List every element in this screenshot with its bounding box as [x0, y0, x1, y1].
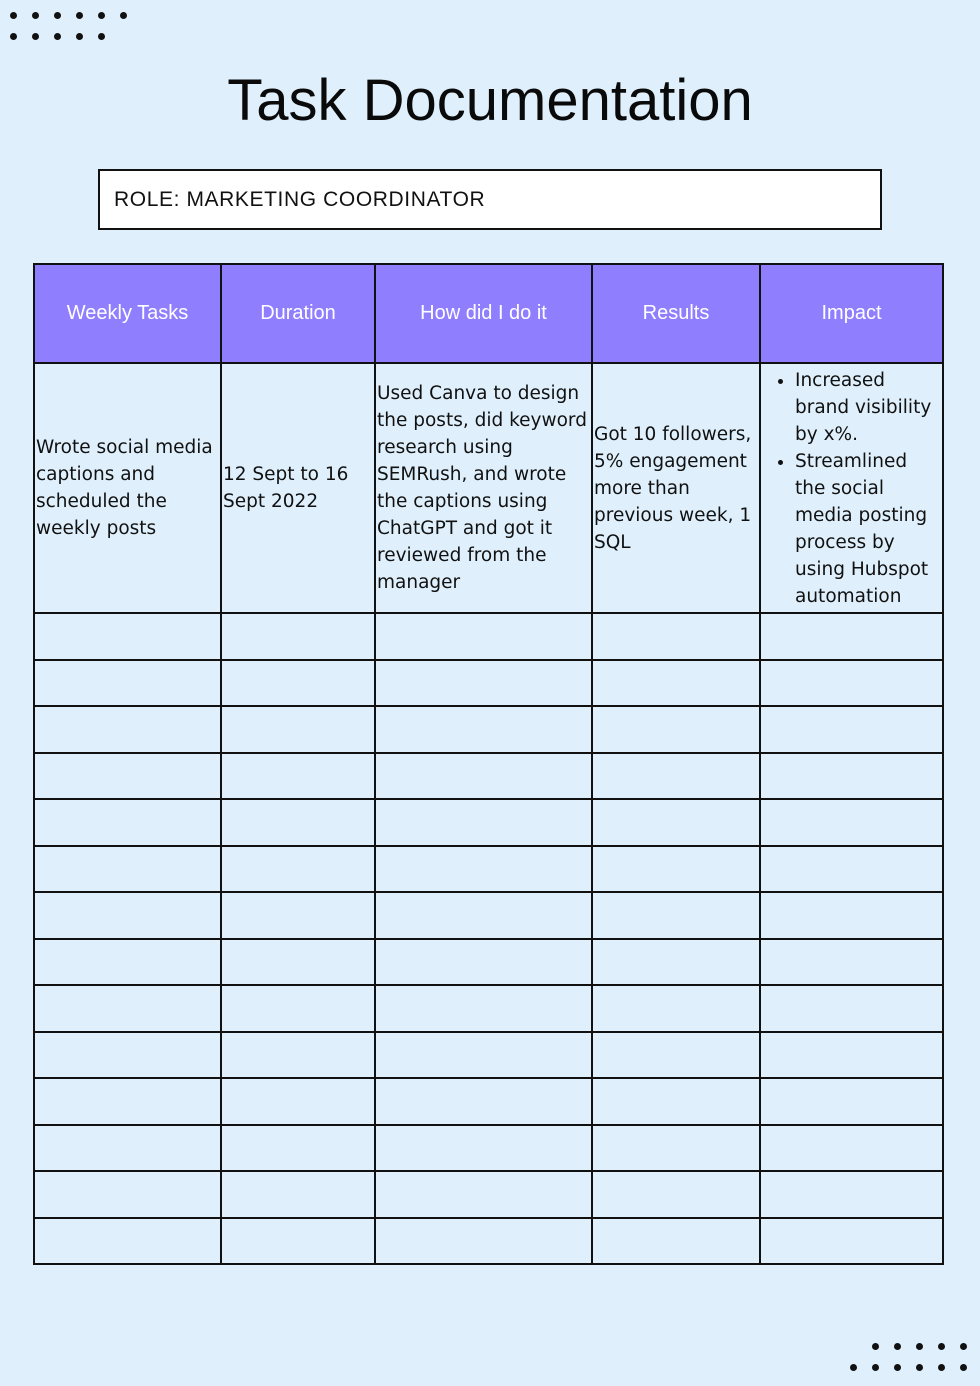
table-cell	[375, 1125, 592, 1172]
table-cell	[221, 892, 375, 939]
table-cell	[760, 1218, 943, 1265]
table-cell	[592, 660, 760, 707]
table-row	[34, 799, 943, 846]
table-cell	[375, 706, 592, 753]
table-cell	[760, 660, 943, 707]
table-cell	[592, 613, 760, 660]
table-row	[34, 1032, 943, 1079]
table-cell	[760, 1078, 943, 1125]
table-cell	[760, 753, 943, 800]
how-text: Used Canva to design the posts, did keyword research using SEMRush, and wrote the captions using ChatGPT and got it reviewed from the manager	[377, 383, 587, 593]
table-cell	[592, 1125, 760, 1172]
cell-how	[375, 363, 592, 613]
table-cell	[760, 799, 943, 846]
table-row	[34, 985, 943, 1032]
page-title: Task Documentation	[227, 68, 753, 133]
table-cell	[34, 1125, 221, 1172]
table-cell	[760, 1125, 943, 1172]
table-cell	[375, 939, 592, 986]
task-table	[33, 263, 944, 1265]
header-duration: Duration	[221, 264, 375, 363]
table-cell	[34, 753, 221, 800]
table-cell	[592, 1218, 760, 1265]
table-cell	[34, 846, 221, 893]
cell-results	[592, 363, 760, 613]
table-cell	[375, 613, 592, 660]
table-cell	[34, 1171, 221, 1218]
table-cell	[221, 799, 375, 846]
table-cell	[221, 706, 375, 753]
table-cell	[592, 1171, 760, 1218]
table-cell	[592, 753, 760, 800]
table-cell	[375, 660, 592, 707]
results-text: Got 10 followers, 5% engagement more than previous week, 1 SQL	[594, 423, 752, 553]
table-cell	[34, 939, 221, 986]
table-cell	[34, 1032, 221, 1079]
table-cell	[221, 939, 375, 986]
table-cell	[760, 706, 943, 753]
table-row	[34, 1171, 943, 1218]
header-how: How did I do it	[375, 264, 592, 363]
decorative-dots-top-left	[10, 12, 127, 40]
table-cell	[221, 846, 375, 893]
table-cell	[375, 1218, 592, 1265]
header-results: Results	[592, 264, 760, 363]
role-label: ROLE: MARKETING COORDINATOR	[114, 187, 486, 211]
table-row	[34, 706, 943, 753]
table-cell	[34, 1218, 221, 1265]
table-cell	[592, 799, 760, 846]
table-cell	[760, 939, 943, 986]
table-cell	[221, 1171, 375, 1218]
table-cell	[760, 985, 943, 1032]
header-weekly-tasks: Weekly Tasks	[34, 264, 221, 363]
table-cell	[592, 1032, 760, 1079]
decorative-dots-bottom-right	[850, 1343, 967, 1371]
table-cell	[592, 939, 760, 986]
table-row	[34, 753, 943, 800]
table-row	[34, 1218, 943, 1265]
table-header-row	[34, 264, 943, 363]
table-row	[34, 1078, 943, 1125]
table-row	[34, 939, 943, 986]
cell-duration	[221, 363, 375, 613]
table-cell	[375, 753, 592, 800]
table-row	[34, 892, 943, 939]
table-cell	[592, 846, 760, 893]
impact-list	[761, 367, 942, 610]
table-cell	[592, 985, 760, 1032]
table-cell	[221, 1125, 375, 1172]
table-cell	[375, 892, 592, 939]
table-cell	[760, 846, 943, 893]
table-cell	[34, 985, 221, 1032]
table-row	[34, 1125, 943, 1172]
table-cell	[221, 753, 375, 800]
table-cell	[221, 1032, 375, 1079]
table-cell	[760, 1171, 943, 1218]
table-cell	[592, 1078, 760, 1125]
table-cell	[375, 1171, 592, 1218]
table-cell	[592, 706, 760, 753]
table-cell	[221, 985, 375, 1032]
table-cell	[34, 892, 221, 939]
header-impact: Impact	[760, 264, 943, 363]
task-text: Wrote social media captions and scheduled the weekly posts	[36, 437, 213, 539]
table-row	[34, 846, 943, 893]
table-cell	[34, 613, 221, 660]
table-cell	[34, 1078, 221, 1125]
duration-text: 12 Sept to 16 Sept 2022	[223, 464, 349, 512]
table-row	[34, 613, 943, 660]
table-cell	[34, 706, 221, 753]
table-cell	[221, 660, 375, 707]
table-cell	[375, 846, 592, 893]
table-row	[34, 660, 943, 707]
table-row	[34, 363, 943, 613]
table-cell	[375, 1078, 592, 1125]
table-cell	[221, 613, 375, 660]
cell-impact	[760, 363, 943, 613]
table-cell	[221, 1218, 375, 1265]
table-cell	[375, 985, 592, 1032]
table-cell	[34, 660, 221, 707]
table-cell	[375, 799, 592, 846]
table-cell	[760, 613, 943, 660]
table-cell	[760, 1032, 943, 1079]
cell-task	[34, 363, 221, 613]
table-cell	[592, 892, 760, 939]
role-box	[98, 169, 882, 230]
table-cell	[760, 892, 943, 939]
impact-item: • Increased brand visibility by x%.	[795, 367, 942, 448]
table-cell	[34, 799, 221, 846]
table-cell	[375, 1032, 592, 1079]
impact-item: • Streamlined the social media posting process by using Hubspot automation	[795, 448, 942, 610]
table-cell	[221, 1078, 375, 1125]
